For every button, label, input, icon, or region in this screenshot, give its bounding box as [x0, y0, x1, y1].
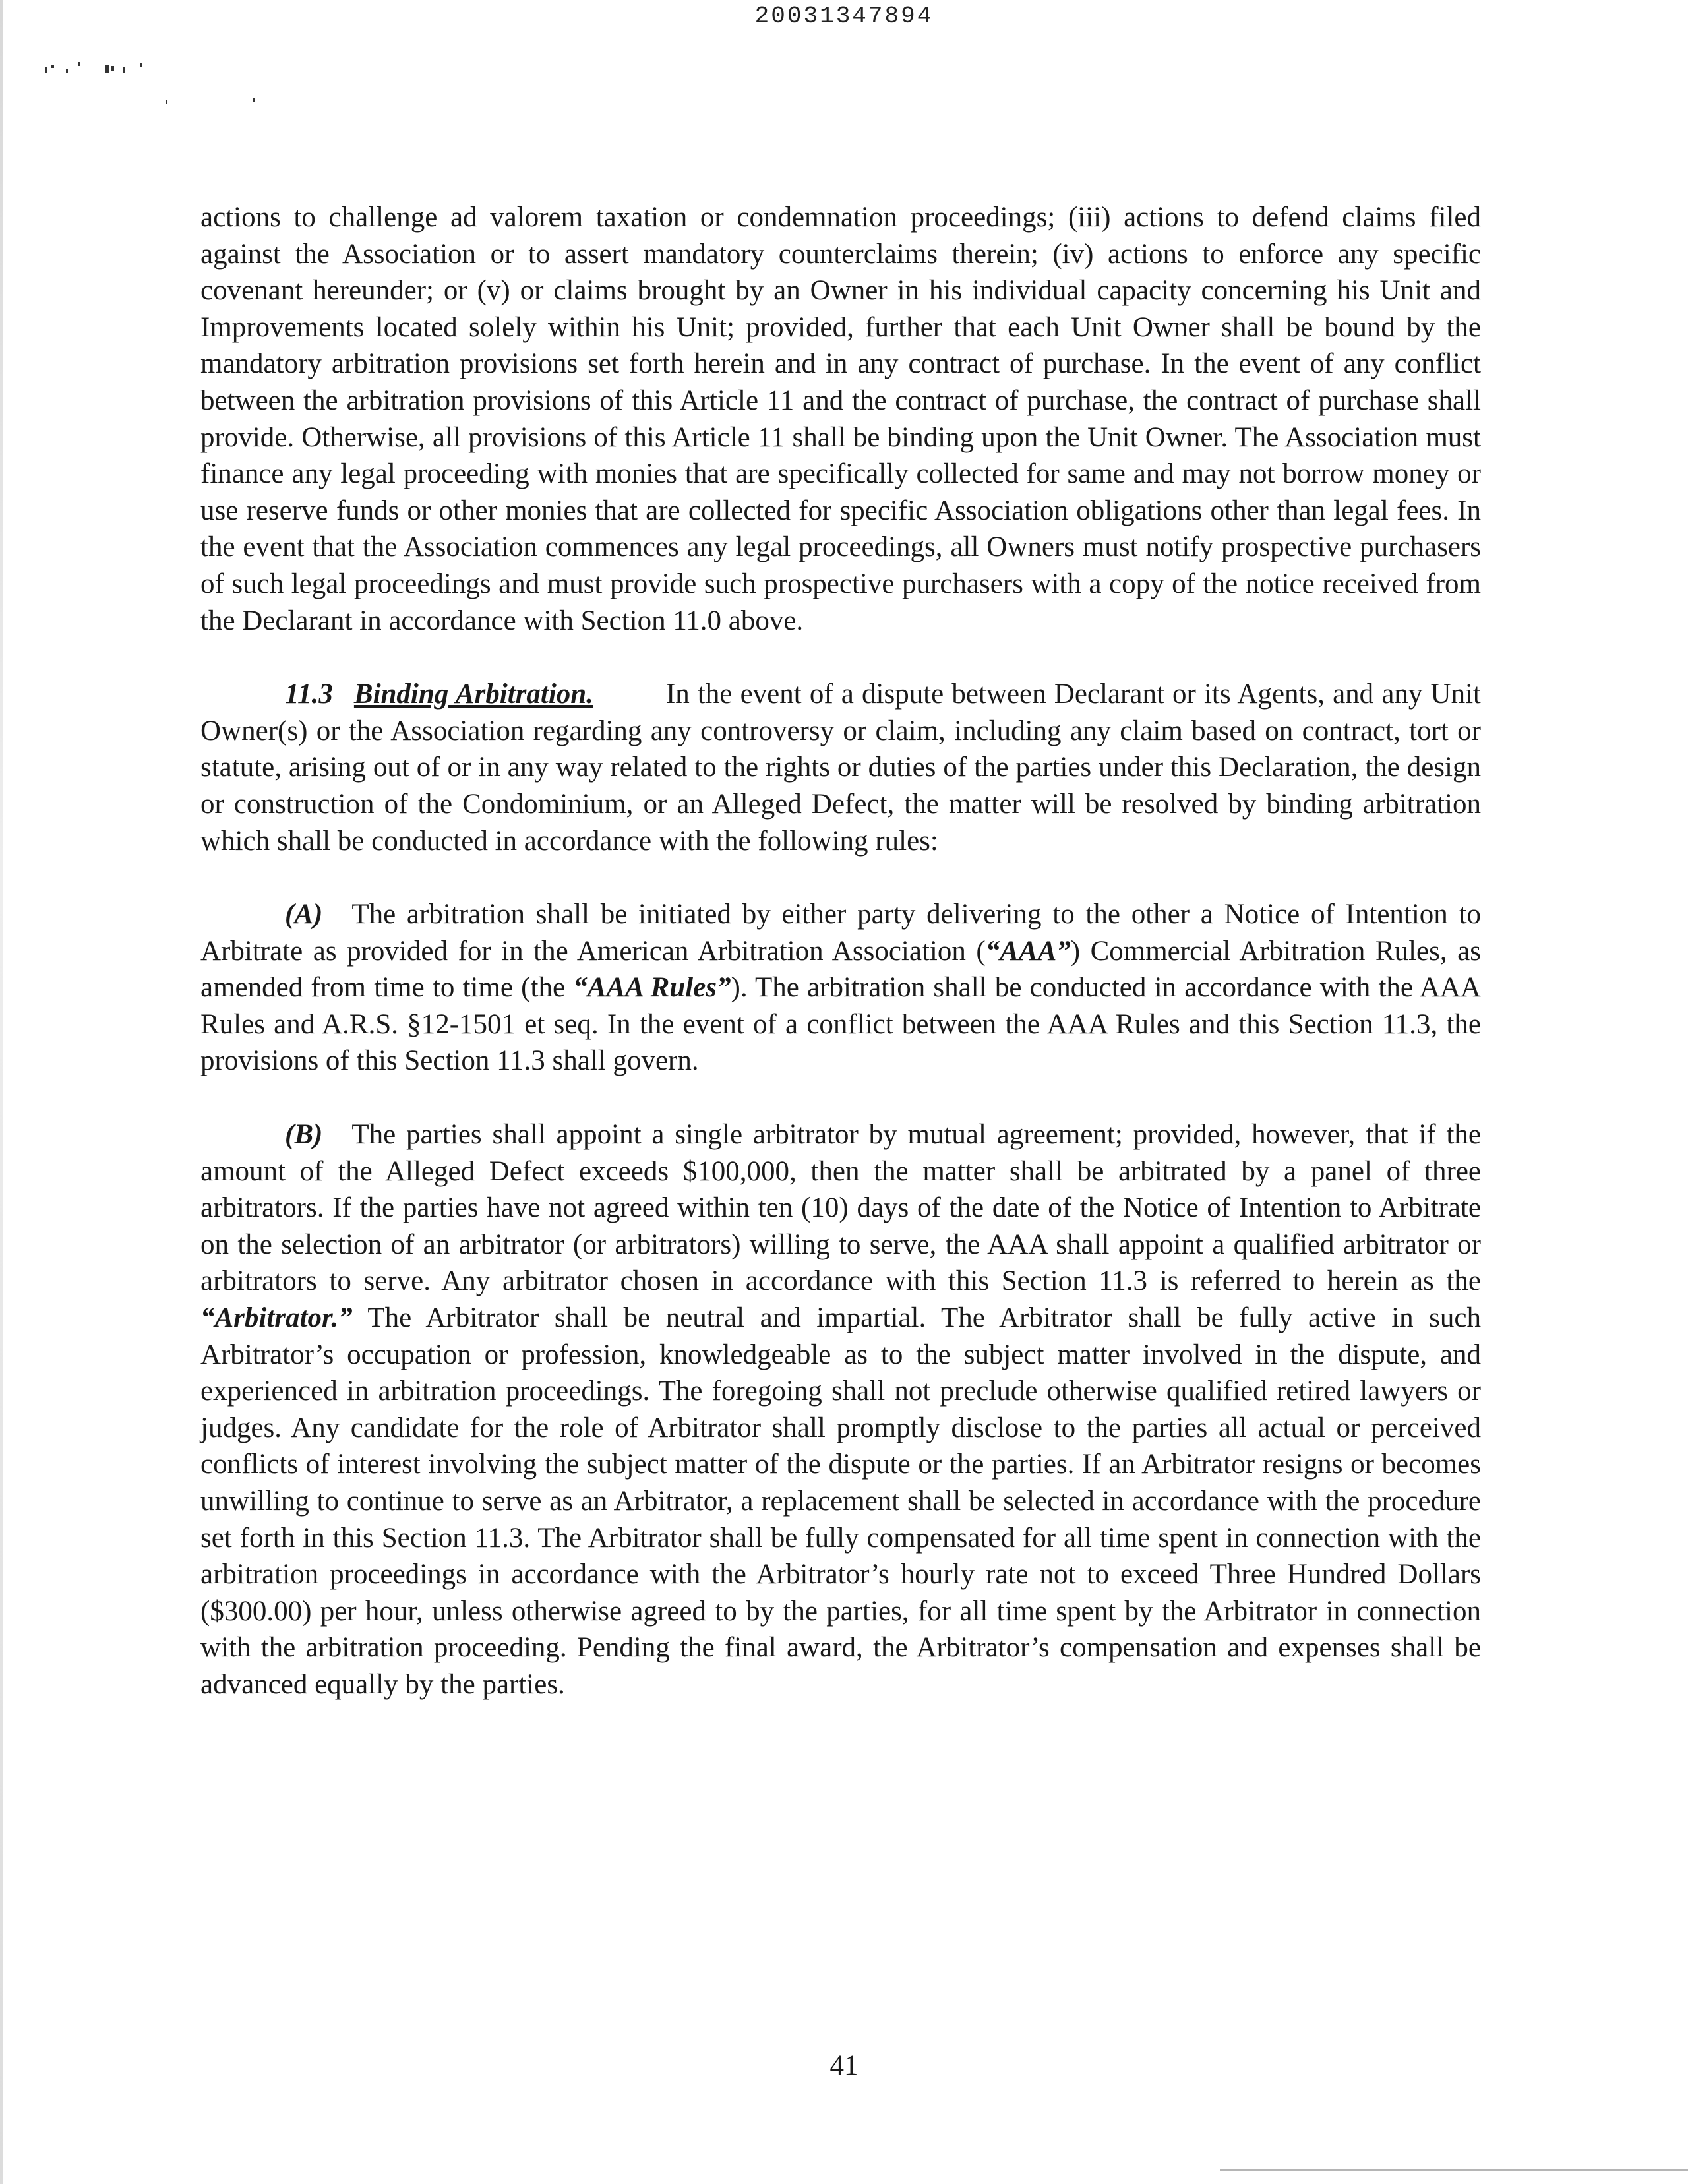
speck: [166, 100, 167, 104]
speck: [123, 67, 125, 73]
subsection-a-paragraph: [200, 896, 1481, 1079]
scan-bottom-line: [1220, 2169, 1688, 2171]
speck: [78, 62, 80, 66]
document-body: [200, 199, 1481, 1740]
scan-left-edge: [0, 0, 3, 2184]
page-number: 41: [829, 2050, 859, 2081]
speck: [140, 63, 142, 67]
subsection-a-text-1: The arbitration shall be initiated by either party delivering to the other a Notice of Intention to Arbitrate as provided for in the American Arbitration Association (: [200, 899, 1481, 967]
subsection-b-text-2: The Arbitrator shall be neutral and impartial. The Arbitrator shall be fully active in such Arbitrator’s occupation or profession, knowledgeable as to the subject matter involved in the dispute, and experienced in arbitration proceedings. The foregoing shall not preclude otherwise qualified retired lawyers or judges. Any candidate for the role of Arbitrator shall promptly disclose to the parties all actual or perceived conflicts of interest involving the subject matter of the dispute or the parties. If an Arbitrator resigns or becomes unwilling to continue to serve as an Arbitrator, a replacement shall be selected in accordance with the procedure set forth in this Section 11.3. The Arbitrator shall be fully compensated for all time spent in connection with the arbitration proceedings in accordance with the Arbitrator’s hourly rate not to exceed Three Hundred Dollars ($300.00) per hour, unless otherwise agreed to by the parties, for all time spent by the Arbitrator in connection with the arbitration proceeding. Pending the final award, the Arbitrator’s compensation and expenses shall be advanced equally by the parties.: [200, 1302, 1481, 1700]
subsection-a-text-3: ). The arbitration shall be conducted in accordance with the AAA Rules and A.R.S. §12-1501 et seq. In the event of a conflict between the AAA Rules and this Section 11.3, the provisions of this Section 11.3 shall govern.: [200, 972, 1481, 1077]
speck: [253, 98, 255, 102]
subsection-b-label: (B): [285, 1119, 323, 1151]
speck: [106, 65, 109, 73]
section-number: 11.3: [285, 679, 333, 710]
defined-term-aaa: “AAA”: [985, 935, 1071, 967]
speck: [51, 65, 54, 68]
subsection-b-text-1: The parties shall appoint a single arbitrator by mutual agreement; provided, however, that if the amount of the Alleged Defect exceeds $100,000, then the matter shall be arbitrated by a panel of three arbitrators. If the parties have not agreed within ten (10) days of the date of the Notice of Intention to Arbitrate on the selection of an arbitrator (or arbitrators) willing to serve, the AAA shall appoint a qualified arbitrator or arbitrators to serve. Any arbitrator chosen in accordance with this Section 11.3 is referred to herein as the: [200, 1119, 1481, 1297]
section-11-3-paragraph: [200, 676, 1481, 859]
subsection-b-paragraph: [200, 1116, 1481, 1703]
section-title: Binding Arbitration.: [353, 679, 593, 710]
subsection-a-text-2: ) Commercial Arbitration Rules, as amended from time to time (the: [200, 935, 1481, 1004]
speck: [111, 66, 114, 71]
speck: [66, 69, 68, 73]
speck: [45, 67, 47, 73]
continuation-paragraph: actions to challenge ad valorem taxation or condemnation proceedings; (iii) actions to defend claims filed against the Association or to assert mandatory counterclaims therein; (iv) actions to enforce any specific covenant hereunder; or (v) or claims brought by an Owner in his individual capacity concerning his Unit and Improvements located solely within his Unit; provided, further that each Unit Owner shall be bound by the mandatory arbitration provisions set forth herein and in any contract of purchase. In the event of any conflict between the arbitration provisions of this Article 11 and the contract of purchase, the contract of purchase shall provide. Otherwise, all provisions of this Article 11 shall be binding upon the Unit Owner. The Association must finance any legal proceeding with monies that are specifically collected for same and may not borrow money or use reserve funds or other monies that are collected for specific Association obligations other than legal fees. In the event that the Association commences any legal proceedings, all Owners must notify prospective purchasers of such legal proceedings and must provide such prospective purchasers with a copy of the notice received from the Declarant in accordance with Section 11.0 above.: [200, 202, 1481, 636]
defined-term-arbitrator: “Arbitrator.”: [200, 1302, 353, 1334]
section-text: In the event of a dispute between Declarant or its Agents, and any Unit Owner(s) or the Association regarding any controversy or claim, including any claim based on contract, tort or statute, arising out of or in any way related to the rights or duties of the parties under this Declaration, the design or construction of the Condominium, or an Alleged Defect, the matter will be resolved by binding arbitration which shall be conducted in accordance with the following rules:: [200, 679, 1481, 857]
scan-specks: [40, 58, 277, 124]
defined-term-aaa-rules: “AAA Rules”: [573, 972, 731, 1004]
subsection-a-label: (A): [285, 899, 323, 930]
document-number: 20031347894: [754, 3, 934, 30]
